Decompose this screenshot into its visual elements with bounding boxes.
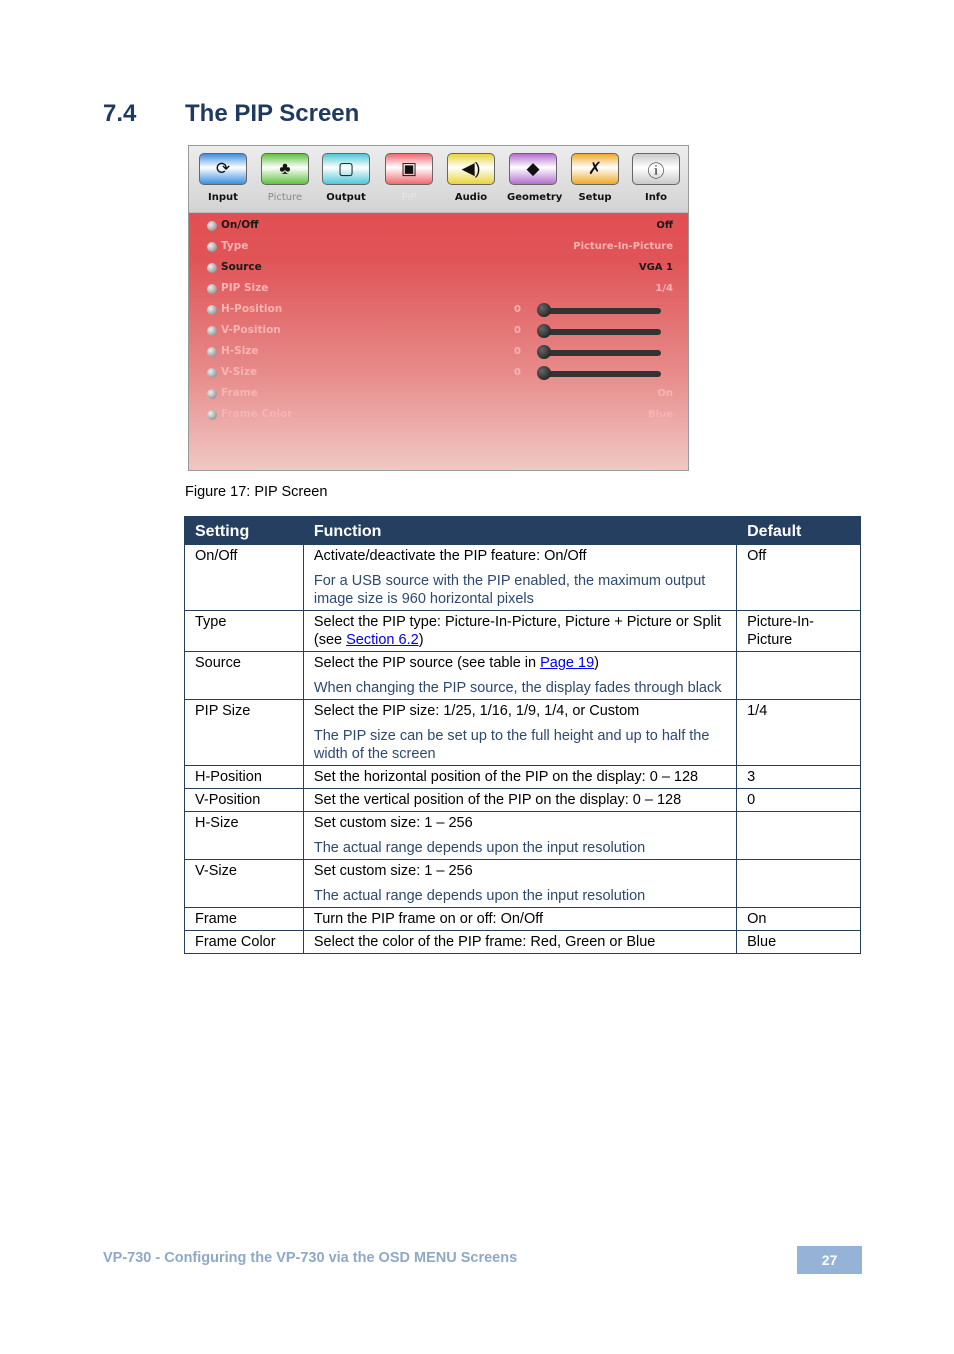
function-text: Turn the PIP frame on or off: On/Off — [313, 911, 544, 927]
picture-icon: ♣ — [261, 153, 309, 185]
osd-slider-knob[interactable] — [537, 345, 551, 359]
cell-default — [737, 860, 861, 908]
table-row — [185, 611, 861, 652]
cell-function — [303, 611, 736, 652]
osd-row-label: H-Position — [221, 303, 283, 315]
function-note: When changing the PIP source, the display fades through black — [313, 680, 722, 696]
osd-tab-label: Info — [644, 192, 668, 203]
osd-tab-output[interactable] — [320, 153, 372, 203]
cell-function — [303, 812, 736, 860]
osd-row-value: Picture-In-Picture — [573, 241, 673, 252]
cell-function — [303, 766, 736, 789]
table-row — [185, 766, 861, 789]
osd-row-frame-color[interactable] — [207, 407, 673, 425]
function-text: Set custom size: 1 – 256 — [313, 863, 473, 879]
section-heading — [103, 100, 359, 128]
osd-row-source[interactable] — [207, 260, 673, 278]
table-header-row — [185, 517, 861, 545]
bullet-icon — [207, 347, 217, 357]
osd-row-type[interactable] — [207, 239, 673, 257]
audio-icon: ◀) — [447, 153, 495, 185]
cell-setting: Frame — [185, 908, 304, 931]
osd-tab-input[interactable] — [197, 153, 249, 203]
function-note: The PIP size can be set up to the full height and up to half the width of the screen — [313, 728, 710, 762]
section-number: 7.4 — [103, 100, 137, 127]
cell-setting: PIP Size — [185, 700, 304, 766]
osd-tab-label: Input — [208, 192, 238, 203]
bullet-icon — [207, 263, 217, 273]
osd-row-value: VGA 1 — [638, 262, 673, 273]
cell-default — [737, 652, 861, 700]
osd-tab-audio[interactable] — [445, 153, 497, 203]
function-note: The actual range depends upon the input resolution — [313, 840, 646, 856]
input-icon: ⟳ — [199, 153, 247, 185]
osd-tab-pip[interactable] — [383, 153, 435, 203]
osd-row-label: Type — [221, 240, 249, 252]
osd-tab-setup[interactable] — [569, 153, 621, 203]
table-row — [185, 812, 861, 860]
geometry-icon: ◆ — [509, 153, 557, 185]
function-note: For a USB source with the PIP enabled, the maximum output image size is 960 horizontal pixels — [313, 573, 706, 607]
bullet-icon — [207, 326, 217, 336]
function-text — [314, 613, 726, 649]
bullet-icon — [207, 242, 217, 252]
osd-slider-value: 0 — [514, 367, 521, 378]
cell-function — [303, 908, 736, 931]
pip-osd-screenshot — [188, 145, 689, 471]
section-title: The PIP Screen — [185, 100, 360, 127]
cell-function — [303, 931, 736, 954]
osd-row-value: 1/4 — [655, 283, 673, 294]
header-function: Function — [303, 517, 736, 545]
header-setting: Setting — [185, 517, 304, 545]
output-icon: ▢ — [322, 153, 370, 185]
osd-tab-picture[interactable] — [259, 153, 311, 203]
function-text: Set custom size: 1 – 256 — [313, 815, 473, 831]
osd-tab-label: Audio — [454, 192, 488, 203]
cell-setting: H-Size — [185, 812, 304, 860]
osd-slider-value: 0 — [514, 346, 521, 357]
function-text-post: ) — [418, 632, 424, 648]
osd-slider-value: 0 — [514, 325, 521, 336]
osd-slider-track[interactable] — [541, 308, 661, 314]
header-default: Default — [737, 517, 861, 545]
cell-setting: H-Position — [185, 766, 304, 789]
osd-tab-geometry[interactable] — [507, 153, 563, 203]
osd-row-label: Frame — [221, 387, 258, 399]
bullet-icon — [207, 284, 217, 294]
cell-default: Blue — [737, 931, 861, 954]
osd-row-label: V-Position — [221, 324, 281, 336]
cell-default — [737, 812, 861, 860]
cell-setting: On/Off — [185, 545, 304, 611]
function-text-post: ) — [594, 655, 599, 671]
cell-default: 3 — [737, 766, 861, 789]
function-text: Set the horizontal position of the PIP on the display: 0 – 128 — [313, 769, 699, 785]
cell-setting: V-Size — [185, 860, 304, 908]
cell-default: 1/4 — [737, 700, 861, 766]
cross-reference-link[interactable]: Section 6.2 — [346, 632, 419, 648]
pip-icon: ▣ — [385, 153, 433, 185]
cell-function — [303, 700, 736, 766]
cell-setting: V-Position — [185, 789, 304, 812]
figure-caption: Figure 17: PIP Screen — [185, 484, 328, 500]
table-row — [185, 860, 861, 908]
table-row — [185, 545, 861, 611]
osd-tab-label: Output — [326, 192, 366, 203]
bullet-icon — [207, 305, 217, 315]
cell-default: 0 — [737, 789, 861, 812]
table-row — [185, 700, 861, 766]
cell-setting: Type — [185, 611, 304, 652]
osd-row-v-size[interactable] — [207, 365, 673, 383]
cell-function — [303, 789, 736, 812]
osd-row-value: On — [657, 388, 673, 399]
table-row — [185, 931, 861, 954]
osd-slider-track[interactable] — [541, 329, 661, 335]
osd-slider-knob[interactable] — [537, 303, 551, 317]
bullet-icon — [207, 368, 217, 378]
osd-slider-knob[interactable] — [537, 324, 551, 338]
osd-row-h-size[interactable] — [207, 344, 673, 362]
table-row — [185, 789, 861, 812]
cross-reference-link[interactable]: Page 19 — [540, 655, 595, 671]
function-text: Set the vertical position of the PIP on the display: 0 – 128 — [313, 792, 682, 808]
osd-row-label: Source — [221, 261, 262, 273]
osd-tab-label: Geometry — [507, 192, 563, 203]
cell-setting: Frame Color — [185, 931, 304, 954]
osd-row-value: Off — [656, 220, 673, 231]
osd-row-label: PIP Size — [221, 282, 269, 294]
osd-slider-track[interactable] — [541, 371, 661, 377]
osd-tab-label: Picture — [267, 192, 303, 203]
bullet-icon — [207, 410, 217, 420]
osd-slider-value: 0 — [514, 304, 521, 315]
osd-tab-label: Setup — [578, 192, 612, 203]
table-row — [185, 908, 861, 931]
function-text-pre: Select the PIP type: Picture-In-Picture, Picture + Picture or Split (see — [313, 614, 721, 648]
setup-icon: ✗ — [571, 153, 619, 185]
bullet-icon — [207, 389, 217, 399]
osd-row-v-position[interactable] — [207, 323, 673, 341]
osd-row-on-off[interactable] — [207, 218, 673, 236]
function-text: Select the color of the PIP frame: Red, Green or Blue — [313, 934, 656, 950]
osd-tab-info[interactable] — [630, 153, 682, 203]
pip-settings-table — [184, 516, 861, 954]
osd-row-pip-size[interactable] — [207, 281, 673, 299]
osd-slider-knob[interactable] — [537, 366, 551, 380]
cell-function — [303, 545, 736, 611]
osd-row-label: H-Size — [221, 345, 259, 357]
osd-row-label: V-Size — [221, 366, 258, 378]
function-text: Activate/deactivate the PIP feature: On/Off — [313, 548, 587, 564]
function-note: The actual range depends upon the input resolution — [313, 888, 646, 904]
osd-slider-track[interactable] — [541, 350, 661, 356]
osd-menu-bar — [189, 146, 688, 213]
function-text: Select the PIP size: 1/25, 1/16, 1/9, 1/4, or Custom — [313, 703, 640, 719]
table-row — [185, 652, 861, 700]
osd-row-frame[interactable] — [207, 386, 673, 404]
osd-row-label: Frame Color — [221, 408, 293, 420]
osd-row-label: On/Off — [221, 219, 259, 231]
osd-tab-label: PIP — [401, 192, 417, 203]
cell-default: Picture-In-Picture — [737, 611, 861, 652]
osd-row-value: Blue — [648, 409, 673, 420]
bullet-icon — [207, 221, 217, 231]
page-number: 27 — [797, 1246, 862, 1274]
cell-default: On — [737, 908, 861, 931]
cell-function — [303, 652, 736, 700]
cell-function — [303, 860, 736, 908]
osd-row-h-position[interactable] — [207, 302, 673, 320]
cell-setting: Source — [185, 652, 304, 700]
cell-default: Off — [737, 545, 861, 611]
info-icon: ⓘ — [632, 153, 680, 185]
function-text-pre: Select the PIP source (see table in — [313, 655, 541, 671]
function-text — [314, 654, 726, 672]
footer-text: VP-730 - Configuring the VP-730 via the OSD MENU Screens — [103, 1250, 518, 1266]
